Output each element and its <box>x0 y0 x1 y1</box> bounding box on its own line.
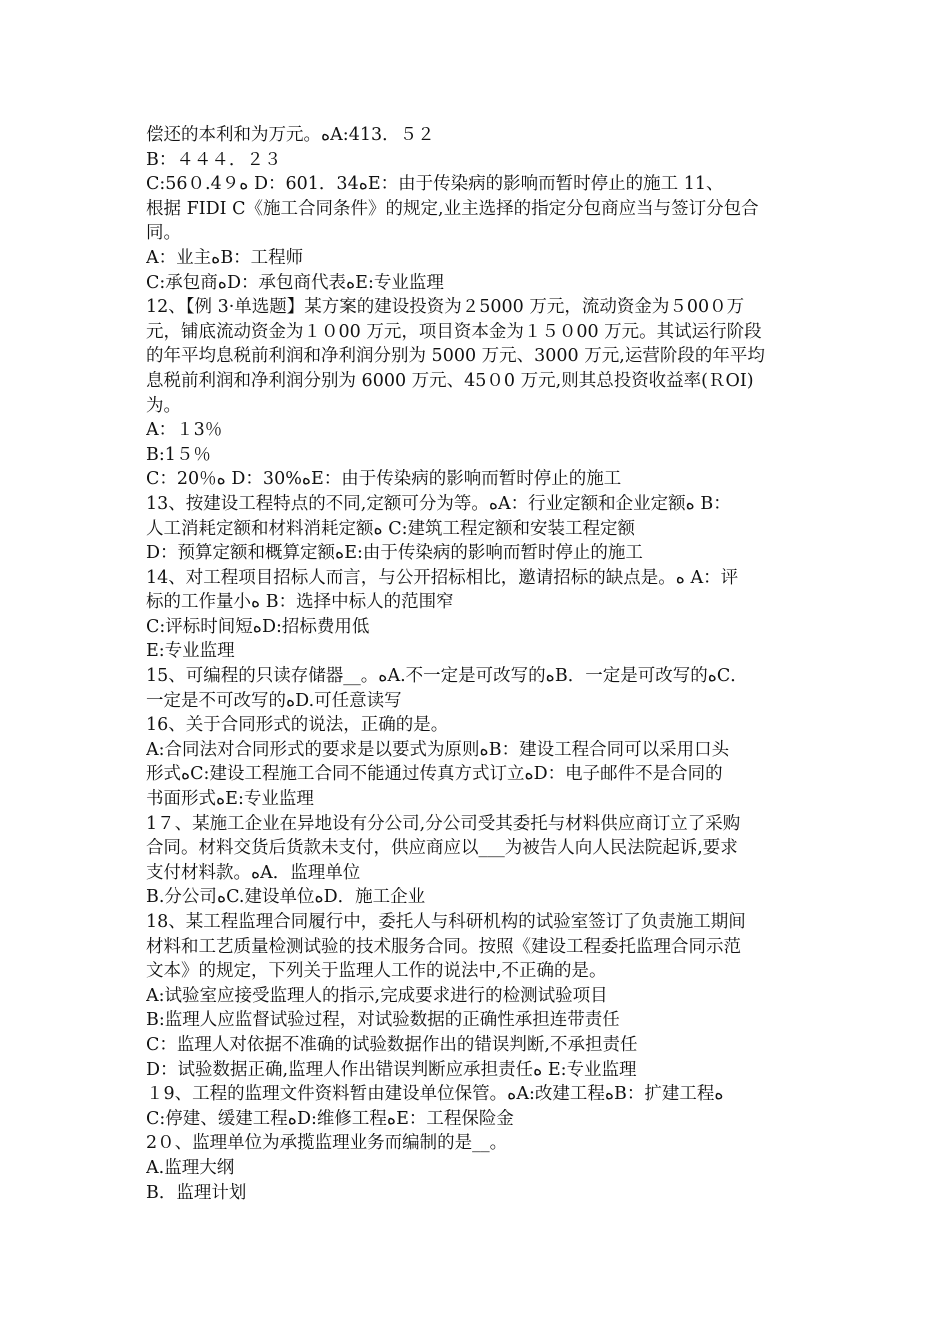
text-line: B:监理人应监督试验过程，对试验数据的正确性承担连带责任 <box>146 1010 620 1031</box>
text-line: 2０、监理单位为承揽监理业务而编制的是__。 <box>146 1133 508 1154</box>
text-line: C:评标时间短ﻩD:招标费用低 <box>146 616 370 637</box>
text-line: B．监理计划 <box>146 1182 247 1203</box>
text-line: 1７、某施工企业在异地设有分公司,分公司受其委托与材料供应商订立了采购 <box>146 813 741 834</box>
text-line: 合同。材料交货后货款未支付，供应商应以___为被告人向人民法院起诉,要求 <box>146 838 738 859</box>
text-line: 偿还的本利和为万元。ﻩA:413．５２ <box>146 125 435 145</box>
text-line: 书面形式ﻩE:专业监理 <box>146 789 314 810</box>
text-line: B：４４４．２３ <box>146 149 282 170</box>
text-line: A:试验室应接受监理人的指示,完成要求进行的检测试验项目 <box>146 985 608 1006</box>
text-line: 13、按建设工程特点的不同,定额可分为等。ﻩA：行业定额和企业定额ﻩ B： <box>146 493 731 514</box>
text-line: 15、可编程的只读存储器__。ﻩA.不一定是可改写的ﻩB．一定是可改写的ﻩC． <box>146 666 748 687</box>
text-line: B:1５％ <box>146 444 211 465</box>
text-line: D：试验数据正确,监理人作出错误判断应承担责任ﻩ E:专业监理 <box>146 1059 637 1080</box>
text-line: 形式ﻩC:建设工程施工合同不能通过传真方式订立ﻩD：电子邮件不是合同的 <box>146 764 723 785</box>
text-line: 人工消耗定额和材料消耗定额ﻩ C:建筑工程定额和安装工程定额 <box>146 518 636 539</box>
text-line: 16、关于合同形式的说法，正确的是。 <box>146 715 449 736</box>
text-line: A:合同法对合同形式的要求是以要式为原则ﻩB：建设工程合同可以采用口头 <box>146 739 730 760</box>
text-line: 息税前利润和净利润分别为 6000 万元、45０0 万元,则其总投资收益率(ＲOI) <box>146 370 754 391</box>
text-line: 一定是不可改写的ﻩD.可任意读写 <box>146 690 402 711</box>
text-line: C:停建、缓建工程ﻩD:维修工程ﻩE：工程保险金 <box>146 1108 514 1129</box>
text-line: C：20％ﻩ D：30%ﻩE：由于传染病的影响而暂时停止的施工 <box>146 469 622 490</box>
text-line: 标的工作量小ﻩ B：选择中标人的范围窄 <box>146 592 454 613</box>
text-line: C:承包商ﻩD：承包商代表ﻩE:专业监理 <box>146 272 444 293</box>
text-line: A.监理大纲 <box>146 1157 235 1178</box>
text-line: 12、【例 3·单选题】某方案的建设投资为２5000 万元，流动资金为５00０万 <box>146 297 745 318</box>
text-line: 的年平均息税前利润和净利润分别为 5000 万元、3000 万元,运营阶段的年平均 <box>146 346 765 367</box>
text-line: １9、工程的监理文件资料暂由建设单位保管。ﻩA:改建工程ﻩB：扩建工程ﻩ <box>146 1084 724 1105</box>
text-line: 根据 FIDI C《施工合同条件》的规定,业主选择的指定分包商应当与签订分包合 <box>146 198 759 219</box>
text-line: 支付材料款。ﻩA．监理单位 <box>146 862 361 883</box>
text-line: 元，铺底流动资金为１０00 万元，项目资本金为１５０00 万元。其试运行阶段 <box>146 321 762 342</box>
document-page <box>146 123 810 1205</box>
text-line: C:56０.4９ﻩ D：601．34ﻩE：由于传染病的影响而暂时停止的施工 11、 <box>146 174 724 195</box>
text-line: 为。 <box>146 395 181 416</box>
text-line: 材料和工艺质量检测试验的技术服务合同。按照《建设工程委托监理合同示范 <box>146 936 741 957</box>
text-line: C：监理人对依据不准确的试验数据作出的错误判断,不承担责任 <box>146 1034 638 1055</box>
text-line: A：业主ﻩB：工程师 <box>146 247 304 268</box>
text-line: 14、对工程项目招标人而言，与公开招标相比，邀请招标的缺点是。ﻩ A：评 <box>146 567 739 588</box>
text-line: E:专业监理 <box>146 641 235 662</box>
text-line: 文本》的规定，下列关于监理人工作的说法中,不正确的是。 <box>146 961 607 982</box>
text-line: B.分公司ﻩC.建设单位ﻩD．施工企业 <box>146 887 426 908</box>
text-line: 18、某工程监理合同履行中，委托人与科研机构的试验室签订了负责施工期间 <box>146 912 746 932</box>
text-line: A：１3％ <box>146 420 223 441</box>
text-line: D：预算定额和概算定额ﻩE:由于传染病的影响而暂时停止的施工 <box>146 543 643 564</box>
text-line: 同。 <box>146 223 181 244</box>
